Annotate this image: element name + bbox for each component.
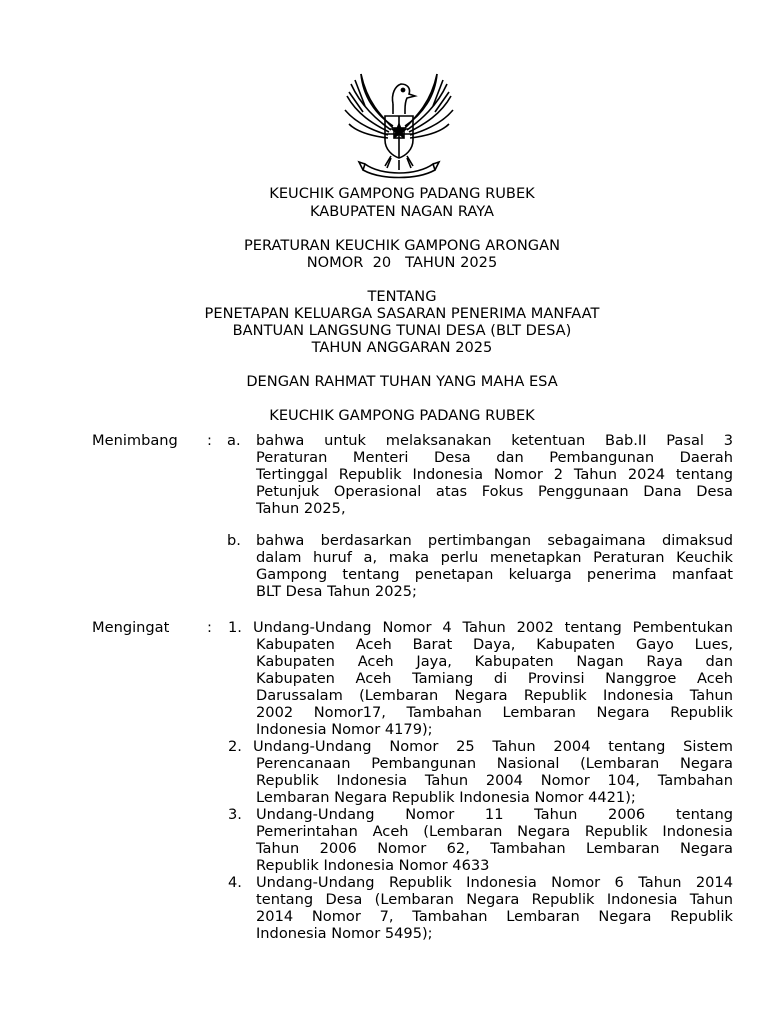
item-marker: 2. [228,738,242,755]
mengingat-label: Mengingat [92,619,170,636]
text-line: Indonesia Nomor 4179); [256,721,433,738]
blessing-line: DENGAN RAHMAT TUHAN YANG MAHA ESA [246,373,558,390]
text-line: tentang Desa (Lembaran Negara Republik Indonesia Tahun [256,891,733,908]
office-name: KEUCHIK GAMPONG PADANG RUBEK [269,185,535,202]
text-line: Gampong tentang penetapan keluarga penerima manfaat [256,566,733,583]
text-line: bahwa berdasarkan pertimbangan sebagaimana dimaksud [256,532,733,549]
text-line: Tahun 2006 Nomor 62, Tambahan Lembaran Negara [256,840,733,857]
about-heading: TENTANG [367,288,437,305]
mengingat-item-3 [256,806,733,874]
regulation-title: PERATURAN KEUCHIK GAMPONG ARONGAN [243,237,561,254]
text-line: Peraturan Menteri Desa dan Pembangunan Daerah [256,449,733,466]
text-line: Undang-Undang Nomor 25 Tahun 2004 tentang Sistem [253,738,733,755]
text-line: BLT Desa Tahun 2025; [256,583,417,600]
item-marker: 3. [228,806,242,823]
regency-name: KABUPATEN NAGAN RAYA [309,203,495,220]
text-line: bahwa untuk melaksanakan ketentuan Bab.II Pasal 3 [256,432,733,449]
text-line: Tahun 2025, [256,500,346,517]
text-line: Lembaran Negara Republik Indonesia Nomor 4421); [256,789,636,806]
text-line: Undang-Undang Nomor 11 Tahun 2006 tentang [256,806,733,823]
text-line: Undang-Undang Republik Indonesia Nomor 6 Tahun 2014 [256,874,733,891]
subject-line-1: PENETAPAN KELUARGA SASARAN PENERIMA MANFAAT [204,305,600,322]
text-line: 2002 Nomor17, Tambahan Lembaran Negara Republik [256,704,733,721]
menimbang-label: Menimbang [92,432,178,449]
issuer-line: KEUCHIK GAMPONG PADANG RUBEK [269,407,535,424]
text-line: Kabupaten Aceh Jaya, Kabupaten Nagan Raya dan [256,653,733,670]
text-line: Darussalam (Lembaran Negara Republik Indonesia Tahun [256,687,733,704]
subject-line-3: TAHUN ANGGARAN 2025 [311,339,493,356]
text-line: Perencanaan Pembangunan Nasional (Lembaran Negara [256,755,733,772]
text-line: Pemerintahan Aceh (Lembaran Negara Republik Indonesia [256,823,733,840]
text-line: Republik Indonesia Nomor 4633 [256,857,490,874]
text-line: Indonesia Nomor 5495); [256,925,433,942]
regulation-number: NOMOR 20 TAHUN 2025 [306,254,498,271]
item-marker: 1. [228,619,242,636]
mengingat-item-1 [253,619,733,738]
text-line: Republik Indonesia Tahun 2004 Nomor 104, Tambahan [256,772,733,789]
text-line: Kabupaten Aceh Tamiang di Provinsi Nanggroe Aceh [256,670,733,687]
text-line: Kabupaten Aceh Barat Daya, Kabupaten Gayo Lues, [256,636,733,653]
menimbang-item-b [256,532,733,600]
subject-line-2: BANTUAN LANGSUNG TUNAI DESA (BLT DESA) [232,322,572,339]
garuda-emblem-icon [341,66,457,180]
mengingat-colon: : [207,619,212,636]
text-line: Petunjuk Operasional atas Fokus Penggunaan Dana Desa [256,483,733,500]
item-marker: 4. [228,874,242,891]
menimbang-item-a [256,432,733,517]
mengingat-item-2 [253,738,733,806]
text-line: Undang-Undang Nomor 4 Tahun 2002 tentang Pembentukan [253,619,733,636]
text-line: 2014 Nomor 7, Tambahan Lembaran Negara Republik [256,908,733,925]
text-line: dalam huruf a, maka perlu menetapkan Peraturan Keuchik [256,549,733,566]
text-line: Tertinggal Republik Indonesia Nomor 2 Tahun 2024 tentang [256,466,733,483]
item-marker: a. [227,432,241,449]
menimbang-colon: : [207,432,212,449]
mengingat-item-4 [256,874,733,942]
item-marker: b. [227,532,241,549]
